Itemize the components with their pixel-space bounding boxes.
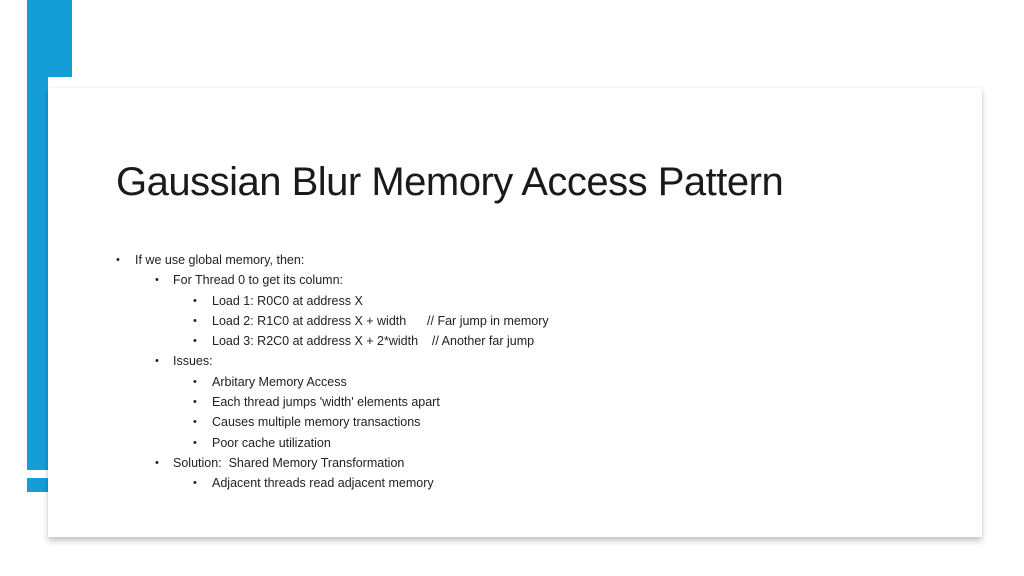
bullet-text: Load 2: R1C0 at address X + width // Far jump in memory	[212, 313, 549, 328]
bullet-dot-icon: •	[155, 355, 159, 368]
bullet-dot-icon: •	[193, 294, 197, 307]
bullet-dot-icon: •	[155, 456, 159, 469]
bullet-text: Issues:	[173, 354, 213, 369]
bullet-text: For Thread 0 to get its column:	[173, 273, 343, 288]
bullet-text: Adjacent threads read adjacent memory	[212, 476, 434, 491]
bullet-dot-icon: •	[193, 436, 197, 449]
bullet-text: Load 1: R0C0 at address X	[212, 293, 363, 308]
bullet-dot-icon: •	[193, 335, 197, 348]
bullet-text: Causes multiple memory transactions	[212, 415, 421, 430]
bullet-dot-icon: •	[193, 396, 197, 409]
bullet-dot-icon: •	[193, 416, 197, 429]
bullet-dot-icon: •	[193, 477, 197, 490]
bullet-dot-icon: •	[193, 314, 197, 327]
bullet-dot-icon: •	[193, 375, 197, 388]
accent-bar-tab	[27, 478, 48, 492]
bullet-dot-icon: •	[155, 274, 159, 287]
accent-bar-top	[27, 0, 72, 77]
bullet-text: Solution: Shared Memory Transformation	[173, 455, 405, 470]
bullet-text: Poor cache utilization	[212, 435, 331, 450]
slide-title: Gaussian Blur Memory Access Pattern	[116, 160, 784, 204]
accent-bar-side	[27, 77, 48, 470]
bullet-dot-icon: •	[116, 254, 120, 266]
bullet-text: Arbitary Memory Access	[212, 374, 347, 389]
bullet-text: If we use global memory, then:	[135, 253, 305, 267]
bullet-text: Each thread jumps 'width' elements apart	[212, 395, 440, 410]
bullet-text: Load 3: R2C0 at address X + 2*width // Another far jump	[212, 334, 535, 349]
